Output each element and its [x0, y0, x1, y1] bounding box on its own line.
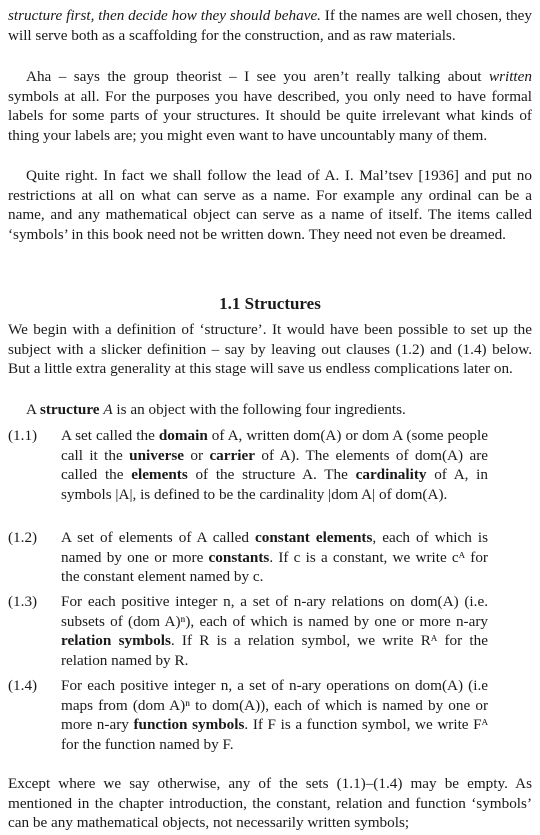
clause-number: (1.2) [8, 529, 38, 546]
clause-text: For each positive integer n, a set of n-ary relations on dom(A) (i.e. subsets of (dom A)ⁿ), each of which is named by one or more n-ary [61, 593, 488, 630]
intro-paragraph [8, 6, 532, 45]
clause-number: (1.4) [8, 677, 38, 694]
aha-paragraph [8, 67, 532, 145]
term-domain: domain [158, 427, 208, 444]
definition-paragraph: We begin with a definition of ‘structure’. It would have been possible to set up the subject with a slicker definition – say by leaving out clauses (1.2) and (1.4) below. But a little extra generality at this stage will save us endless complications later on. [8, 321, 532, 378]
term-constants: constants [208, 548, 270, 566]
clause-text: of A). The elements of dom(A) are called the [61, 446, 489, 484]
except-paragraph: Except where we say otherwise, any of the sets (1.1)–(1.4) may be empty. As mentioned in the chapter introduction, the constant, relation and function ‘symbols’ can be any mathematical objects, not necessarily written symbols; [8, 775, 532, 832]
clause-body [61, 426, 488, 504]
clause-text: of the structure A. The [187, 466, 356, 484]
term-universe: universe [129, 446, 184, 464]
clause-text: A set of elements of A called [61, 529, 255, 546]
clause-text: . If F is a function symbol, we write Fᴬ for the function named by F. [61, 716, 489, 753]
term-elements: elements [131, 466, 188, 484]
aha-text-1: Aha – says the group theorist – I see you aren’t really talking about [26, 68, 489, 85]
term-function-symbols: function symbols [133, 716, 245, 734]
clause-text: of A, in symbols |A|, is defined to be the cardinality |dom A| of dom(A). [61, 466, 488, 503]
clause-number: (1.1) [8, 427, 38, 444]
aha-text-2: symbols at all. For the purposes you have described, you only need to have formal labels for some parts of your structures. It should be quite irrelevant what kinds of thing your labels are; you might even want to have uncountably many of them. [8, 87, 532, 144]
clause-text: of A, written dom(A) or dom A (some people call it the [61, 427, 488, 464]
term-carrier: carrier [209, 446, 255, 464]
aha-italic-text: written [488, 68, 532, 85]
intro-text: If the names are well chosen, they will serve both as a scaffolding for the construction, and as raw materials. [8, 7, 532, 44]
clause-text: . If R is a relation symbol, we write Rᴬ for the relation named by R. [61, 632, 488, 669]
structure-post: is an object with the following four ingredients. [112, 401, 406, 418]
structure-var: A [103, 401, 113, 418]
section-heading: 1.1 Structures [219, 294, 321, 313]
term-cardinality: cardinality [355, 466, 427, 484]
structure-paragraph [8, 400, 532, 420]
structure-term: structure [39, 401, 100, 418]
quite-right-paragraph: Quite right. In fact we shall follow the lead of A. I. Mal’tsev [1936] and put no restrictions at all on what can serve as a name. For example any ordinal can be a name, and any mathematical object can serve as a name of itself. The items called ‘symbols’ in this book need not be written down. They need not even be dreamed. [8, 167, 532, 243]
clause-text: For each positive integer n, a set of n-ary operations on dom(A) (i.e maps from (dom A)ⁿ to dom(A)), each of which is named by one or more n-ary [61, 677, 488, 734]
clause-body [61, 528, 488, 587]
clause-text: A set called the [61, 427, 159, 444]
clause-text: or [183, 446, 210, 464]
clause-number: (1.3) [8, 593, 38, 610]
clause-body [61, 592, 488, 670]
structure-pre: A [26, 401, 40, 418]
clause-text: , each of which is named by one or more [61, 529, 488, 566]
intro-italic-text: structure first, then decide how they should behave. [8, 7, 321, 24]
clause-text: . If c is a constant, we write cᴬ for the constant element named by c. [61, 548, 488, 586]
clause-body [61, 676, 488, 754]
term-relation-symbols: relation symbols [61, 632, 171, 650]
term-constant-elements: constant elements [255, 529, 373, 546]
